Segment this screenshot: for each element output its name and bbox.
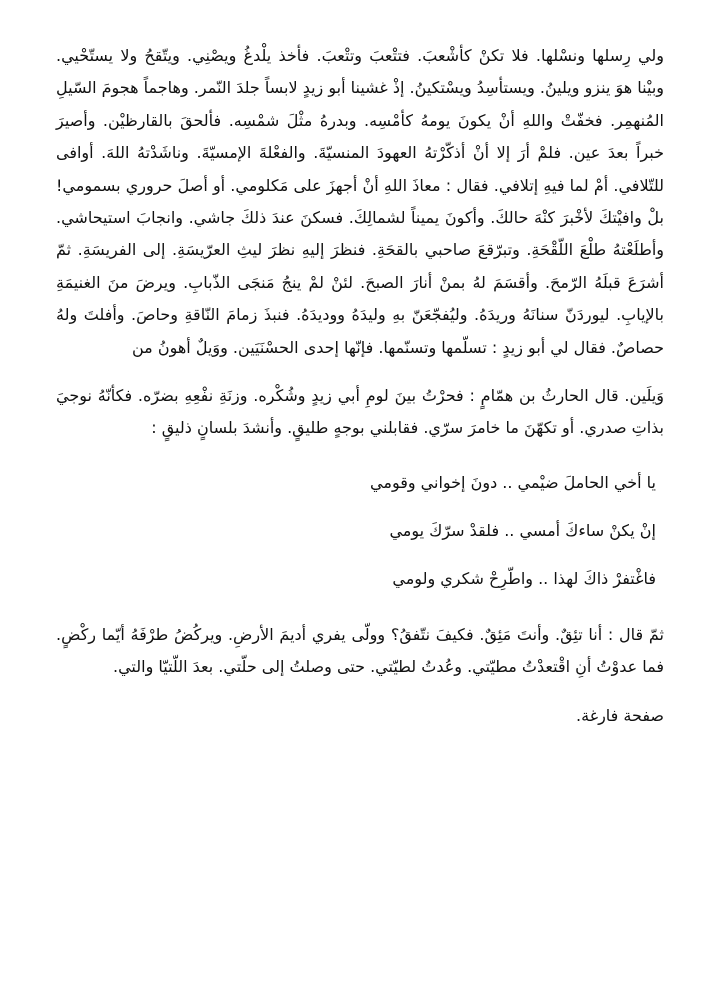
paragraph-3: ثمّ قال : أنا تئِقٌ. وأنتَ مَئِقٌ. فكيفَ نتّفقُ؟ وولّى يفري أديمَ الأرضِ. ويركُضُ طرْفَهُ أيّما ركْضٍ. فما عدوْتُ أنِ اقْتعدْتُ مطيّتي. وعُدتُ لطيّتي. حتى وصلتُ إلى حلّتي. بعدَ اللّتيّا والتي.: [56, 624, 664, 677]
poem-verse: فاغْتفرْ ذاكَ لهذا .. واطّرِحْ شكري ولومي: [392, 568, 656, 588]
poem-verse: يا أخي الحاملَ ضيْمي .. دونَ إخواني وقومي: [370, 472, 656, 492]
paragraph-1: ولي رِسلها ونسْلها. فلا تكنْ كأشْعبَ. فتتْعبَ وتتْعبَ. فأخذ يلْدغُ ويصْنِي. ويتّقحُ ولا يستّحْيي. وبيْنا هوَ ينزو ويلينُ. ويستأسِدُ ويسْتكينُ. إذْ غشينا أبو زيدٍ لابساً جلدَ النّمر. وهاجماً هجومَ السّيلِ المُنهمِر. فخفّتْ واللهِ أنْ يكونَ يومهُ كأمْسِه. وبدرهُ مثْلَ شمْسِه. فألحقَ بالقارظيْن. وأصيرَ خبراً بعدَ عين. فلمْ أرَ إلا أنْ أذكّرْتهُ العهودَ المنسيّةَ. والفعْلةَ الإمسيّةَ. وناشَدْتهُ اللهَ. أوافى للتّلافي. أمْ لما فيهِ إتلافي. فقال : معاذَ اللهِ أنْ أجهزَ على مَكلومي. أو أصلَ حروري بسمومي! بلْ وافيْتكَ لأخْبرَ كنْهَ حالكَ. وأكونَ يميناً لشمالِكَ. فسكنَ عندَ ذلكَ جاشي. وانجابَ استيحاشي. وأطلَعْتهُ طلْعَ اللّقْحَةِ. وتبرّقعَ صاحبي بالقحَةِ. فنظرَ إليهِ نظرَ ليثِ العرّيسَةِ. إلى الفريسَةِ. ثمّ أشرَعَ قبلَهُ الرّمحَ. وأقسَمَ لهُ بمنْ أنارَ الصبحَ. لئنْ لمْ ينجُ مَنجَى الذّبابِ. ويرضَ منَ الغنيمَةِ بالإيابِ. ليوردَنّ سنانَهُ وريدَهُ. وليُفجّعَنّ بهِ وليدَهُ ووديدَهُ. فنبذَ زمامَ النّاقةِ وحاصَ. وأفلتَ ولهُ حصاصٌ. فقال لي أبو زيدٍ : تسلّمها وتسنّمها. فإنّها إحدى الحسْنَيَين. ووَيلٌ أهونُ من: [56, 46, 664, 357]
poem-verses: [56, 459, 664, 603]
poem-verse: إنْ يكنْ ساءكَ أمسي .. فلقدْ سرّكَ يومي: [389, 520, 656, 540]
paragraph-2: وَيلَين. قال الحارثُ بن همّامٍ : فحرْتُ بينَ لومِ أبي زيدٍ وشُكْره. وزنَةِ نفْعِهِ بضرّه. فكأنّهُ نوجيَ بذاتِ صدري. أو تكهّنَ ما خامرَ سرّي. فقابلني بوجهٍ طليقٍ. وأنشدَ بلسانٍ ذليقٍ :: [56, 386, 664, 438]
blank-page-note: صفحة فارغة.: [576, 705, 664, 725]
